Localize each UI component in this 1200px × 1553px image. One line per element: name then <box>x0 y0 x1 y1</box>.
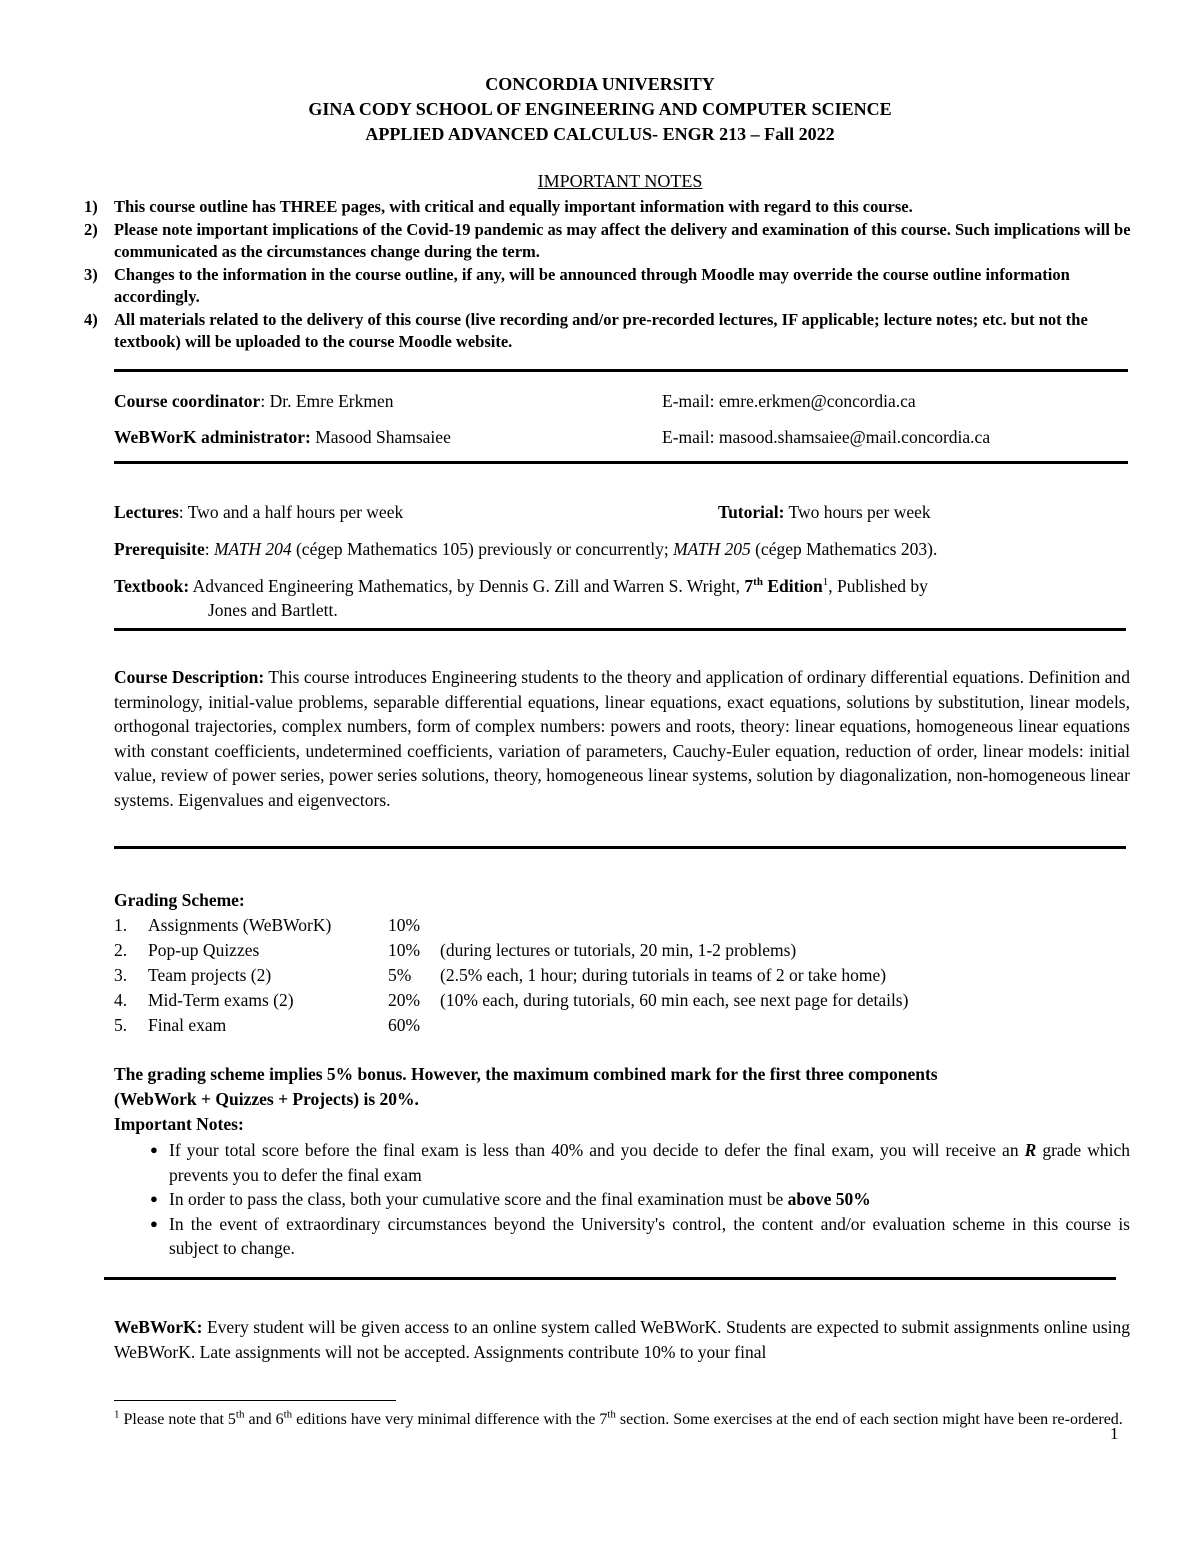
description-text: This course introduces Engineering students to the theory and application of ordinary differential equations. Definition and terminology, initial-value problems, separable differential equations, linear equations, exact equations, solutions by substitution, linear models, orthogonal trajectories, complex numbers, form of complex numbers: powers and roots, theory: linear equations, homogeneous linear equations with constant coefficients, undetermined coefficients, variation of parameters, Cauchy-Euler equation, reduction of order, linear models: initial value, review of power series, power series solutions, theory, homogeneous linear systems, solution by diagonalization, non-homogeneous linear systems. Eigenvalues and eigenvectors. <box>114 667 1130 810</box>
note-text: This course outline has THREE pages, with critical and equally important information with regard to this course. <box>114 197 913 216</box>
grading-row-number: 4. <box>114 990 128 1010</box>
tutorial-row <box>718 500 931 524</box>
coordinator-name: Dr. Emre Erkmen <box>269 391 394 411</box>
bullet-item <box>150 1212 1130 1261</box>
bullet-icon: ● <box>150 1142 158 1157</box>
important-notes-title: IMPORTANT NOTES <box>537 171 703 191</box>
grading-row-number: 1. <box>114 915 128 935</box>
note-item <box>84 219 1134 264</box>
note-number: 4) <box>84 309 98 329</box>
admin-label: WeBWorK administrator: <box>114 427 311 447</box>
prerequisite-row <box>114 537 937 561</box>
note-text: Changes to the information in the course outline, if any, will be announced through Moodle may override the course outline information accordingly. <box>114 264 1070 306</box>
footnote: $^1$ Please note that 5th and 6th editions have very minimal difference with the 7th section. Some exercises at the end of each section might have been re-ordered. <box>114 1408 1123 1428</box>
textbook-row <box>114 574 928 598</box>
coordinator-email[interactable]: emre.erkmen@concordia.ca <box>718 391 916 411</box>
coordinator-email-label: E-mail: <box>662 391 719 411</box>
lectures-row <box>114 500 403 524</box>
important-notes-list <box>84 196 1134 354</box>
section-divider <box>114 628 1126 631</box>
school-name: GINA CODY SCHOOL OF ENGINEERING AND COMPUTER SCIENCE <box>308 99 892 119</box>
grading-row-note: (10% each, during tutorials, 60 min each, see next page for details) <box>440 990 909 1010</box>
grading-notes-list <box>150 1138 1130 1261</box>
prerequisite-text-2: (cégep Mathematics 203). <box>750 539 938 559</box>
footnote-separator <box>114 1400 396 1401</box>
coordinator-label: Course coordinator <box>114 391 261 411</box>
note-text: All materials related to the delivery of this course (live recording and/or pre-recorded lectures, IF applicable; lecture notes; etc. but not the textbook) will be uploaded to the course Moodle website. <box>114 309 1088 351</box>
important-notes-subtitle: Important Notes: <box>114 1114 244 1134</box>
textbook-edition-number: 7 <box>744 576 754 596</box>
note-number: 3) <box>84 264 98 284</box>
bullet-icon: ● <box>150 1215 158 1231</box>
lectures-label: Lectures <box>114 502 179 522</box>
grading-row-item: Team projects (2) <box>148 965 272 985</box>
textbook-publisher-lead: , Published by <box>828 576 928 596</box>
grading-row-item: Pop-up Quizzes <box>148 940 260 960</box>
grading-scheme-title: Grading Scheme: <box>114 890 245 910</box>
description-label: Course Description: <box>114 667 265 687</box>
grading-row-item: Final exam <box>148 1015 227 1035</box>
lectures-value: : Two and a half hours per week <box>178 502 404 522</box>
note-item <box>84 309 1134 354</box>
university-name: CONCORDIA UNIVERSITY <box>485 74 715 94</box>
prerequisite-separator: : <box>204 539 214 559</box>
prerequisite-text-1: (cégep Mathematics 105) previously or concurrently; <box>291 539 674 559</box>
grading-row-percent: 10% <box>388 940 421 960</box>
bonus-note-line-2: (WebWork + Quizzes + Projects) is 20%. <box>114 1089 419 1109</box>
admin-email-row <box>662 425 990 449</box>
grading-row-percent: 10% <box>388 915 421 935</box>
textbook-label: Textbook: <box>114 576 190 596</box>
note-number: 2) <box>84 219 98 239</box>
grading-row-number: 2. <box>114 940 128 960</box>
textbook-publisher: Jones and Bartlett. <box>208 600 338 620</box>
webwork-text: Every student will be given access to an online system called WeBWorK. Students are expected to submit assignments online using WeBWorK. Late assignments will not be accepted. Assignments contribute 10% to your final <box>114 1317 1130 1362</box>
grading-row-item: Mid-Term exams (2) <box>148 990 294 1010</box>
webwork-label: WeBWorK: <box>114 1317 203 1337</box>
prerequisite-course-2: MATH 205 <box>673 539 751 559</box>
r-grade: R <box>1024 1140 1037 1160</box>
tutorial-value: Two hours per week <box>784 502 931 522</box>
coordinator-separator: : <box>260 391 270 411</box>
footnote-reference[interactable]: 1 <box>822 576 829 589</box>
section-divider <box>114 846 1126 849</box>
admin-email-label: E-mail: <box>662 427 719 447</box>
prerequisite-label: Prerequisite <box>114 539 205 559</box>
grading-row-note: (2.5% each, 1 hour; during tutorials in teams of 2 or take home) <box>440 965 887 985</box>
tutorial-label: Tutorial: <box>718 502 785 522</box>
coordinator-email-row <box>662 389 916 413</box>
grading-row-number: 3. <box>114 965 128 985</box>
section-divider <box>104 1277 1116 1280</box>
bullet-icon: ● <box>150 1191 158 1206</box>
grading-row-percent: 60% <box>388 1015 421 1035</box>
textbook-edition-word: Edition <box>762 576 823 596</box>
bullet-item <box>150 1187 1130 1212</box>
grading-row-item: Assignments (WeBWorK) <box>148 915 332 935</box>
grading-row-percent: 20% <box>388 990 421 1010</box>
course-title: APPLIED ADVANCED CALCULUS- ENGR 213 – Fall 2022 <box>365 124 835 144</box>
bullet-text: If your total score before the final exam is less than 40% and you decide to defer the final exam, you will receive an R grade which prevents you to defer the final exam <box>169 1140 1130 1185</box>
section-divider <box>114 461 1128 464</box>
coordinator-row <box>114 389 393 413</box>
note-item <box>84 264 1134 309</box>
textbook-text: Advanced Engineering Mathematics, by Dennis G. Zill and Warren S. Wright, <box>189 576 745 596</box>
grading-row-number: 5. <box>114 1015 128 1035</box>
grading-row-percent: 5% <box>388 965 412 985</box>
grading-row-note: (during lectures or tutorials, 20 min, 1-2 problems) <box>440 940 797 960</box>
pass-threshold: above 50% <box>787 1189 871 1209</box>
footnote-marker: 1 <box>114 1408 120 1421</box>
note-text: Please note important implications of the Covid-19 pandemic as may affect the delivery and examination of this course. Such implications will be communicated as the circumstances change during the term. <box>114 219 1131 261</box>
note-number: 1) <box>84 197 98 216</box>
webwork-section <box>114 1315 1130 1364</box>
bonus-note-line-1: The grading scheme implies 5% bonus. However, the maximum combined mark for the first three components <box>114 1064 938 1084</box>
admin-name: Masood Shamsaiee <box>310 427 451 447</box>
bullet-item <box>150 1138 1130 1187</box>
bullet-text: In order to pass the class, both your cumulative score and the final examination must be above 50% <box>169 1189 871 1209</box>
note-item <box>84 196 1134 219</box>
admin-email[interactable]: masood.shamsaiee@mail.concordia.ca <box>718 427 991 447</box>
textbook-edition-suffix: th <box>753 576 763 589</box>
section-divider <box>114 369 1128 372</box>
admin-row <box>114 425 451 449</box>
prerequisite-course-1: MATH 204 <box>213 539 292 559</box>
course-description <box>114 665 1130 812</box>
bullet-text: In the event of extraordinary circumstances beyond the University's control, the content and/or evaluation scheme in this course is subject to change. <box>169 1213 1130 1258</box>
page-number: 1 <box>1110 1424 1119 1443</box>
